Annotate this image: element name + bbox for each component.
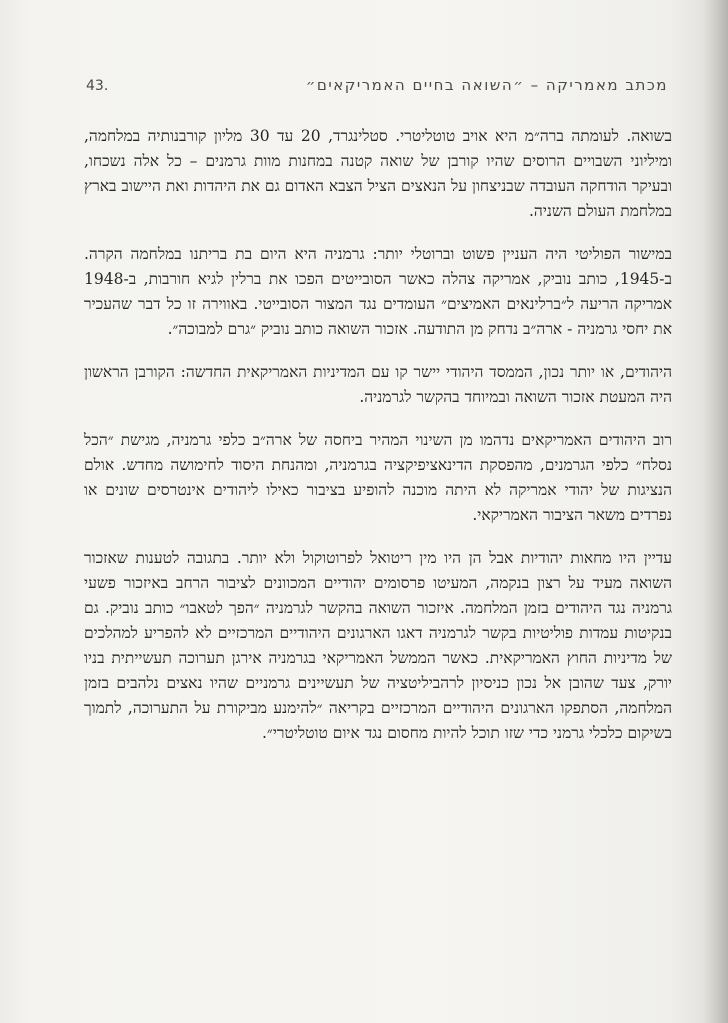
page-gutter-shadow <box>702 0 728 1023</box>
paragraph-3: היהודים, או יותר נכון, הממסד היהודי יישר קו עם המדיניות האמריקאית החדשה: הקורבן הראשון היה המעטת אזכור השואה ובמיוחד בהקשר לגרמניה. <box>84 363 672 406</box>
paragraph-5: עדיין היו מחאות יהודיות אבל הן היו מין ריטואל לפרוטוקול ולא יותר. בתגובה לטענות שאזכור השואה מעיד על רצון בנקמה, המעיטו פרסומים יהודיים המכוונים לציבור הרחב באיזכור פשעי גרמניה נגד היהודים בזמן המלחמה. איזכור השואה בהקשר לגרמניה ״הפך לטאבו״ כותב נוביק. גם בנקיטות עמדות פוליטיות בקשר לגרמניה דאגו הארגונים היהודיים המרכזיים לא להפריע למהלכים של מדיניות החוץ האמריקאית. כאשר הממשל האמריקאי בגרמניה אירגן תערוכה תעשייתית בניו יורק, צעד שהובן אל נכון כניסיון לרהביליטציה של תעשיינים גרמניים שהיו נאצים נלהבים בזמן המלחמה, הסתפקו הארגונים היהודיים המרכזיים בקריאה ״להימנע מביקורת על התערוכה, לתמוך בשיקום כלכלי גרמני כדי שזו תוכל להיות מחסום נגד איום טוטליטרי״. <box>84 549 672 742</box>
paragraph-4: רוב היהודים האמריקאים נדהמו מן השינוי המהיר ביחסה של ארה״ב כלפי גרמניה, מגישת ״הכל נסלח״ כלפי הגרמנים, מהפסקת הדינאציפיקציה בגרמניה, ומהנחת היסוד לחימושה מחדש. אולם הנציגות של יהודי אמריקה לא היתה מוכנה להופיע בציבור כאילו ליהודים אינטרסים שונים או נפרדים משאר הציבור האמריקאי. <box>84 431 672 524</box>
page-number: 43. <box>86 78 109 94</box>
running-head: מכתב מאמריקה – ״השואה בחיים האמריקאים״ <box>305 76 668 94</box>
paragraph-1: בשואה. לעומתה ברה״מ היא אויב טוטליטרי. סטלינגרד, 20 עד 30 מליון קורבנותיה במלחמה, ומיליוני השבויים הרוסים שהיו קורבן של שואה קטנה במחנות מוות גרמנים – כל אלה נשכחו, ובעיקר הודחקה העובדה שבניצחון על הנאצים הציל הצבא האדום גם את היהדות ואת היישוב בארץ במלחמת העולם השניה. <box>84 127 672 220</box>
paragraph-2: במישור הפוליטי היה העניין פשוט וברוטלי יותר: גרמניה היא היום בת בריתנו במלחמה הקרה. ב-1945, כותב נוביק, אמריקה צהלה כאשר הסובייטים הפכו את ברלין לגיא חורבות, ב-1948 אמריקה הריעה ל״ברלינאים האמיצים״ העומדים נגד המצור הסובייטי. באווירה זו כל דבר שהעכיר את יחסי גרמניה - ארה״ב נדחק מן התודעה. אזכור השואה כותב נוביק ״גרם למבוכה״. <box>84 245 672 338</box>
body-text <box>84 124 672 764</box>
page-header <box>86 76 668 100</box>
